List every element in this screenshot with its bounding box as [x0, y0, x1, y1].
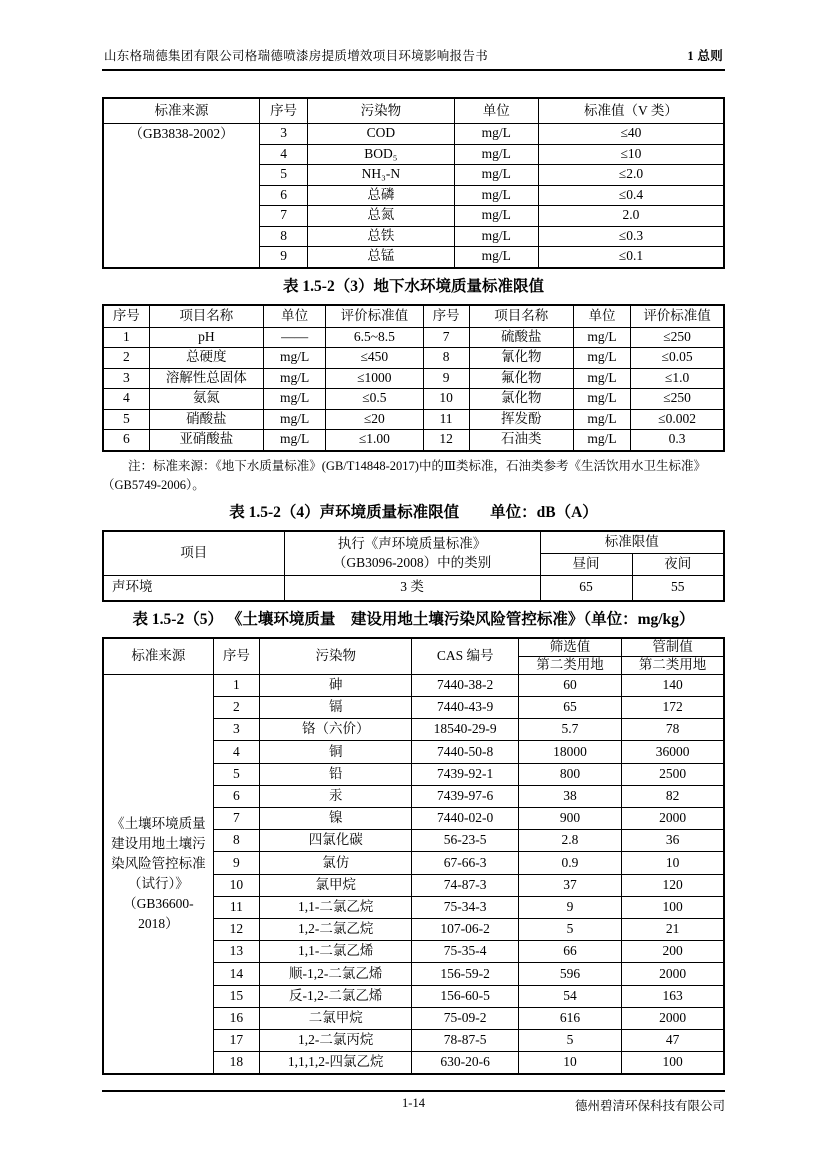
table-cell: 200 — [622, 941, 724, 963]
page-header — [102, 0, 725, 71]
soil-standard-table — [102, 637, 725, 1075]
table-cell: mg/L — [454, 165, 538, 186]
column-header: 序号 — [213, 638, 259, 675]
table-cell: 16 — [213, 1007, 259, 1029]
table-cell: 172 — [622, 697, 724, 719]
table-cell: 5 — [260, 165, 308, 186]
table-cell: 2500 — [622, 763, 724, 785]
table-cell: 36 — [622, 830, 724, 852]
table-cell: 镉 — [259, 697, 411, 719]
table-cell: mg/L — [454, 226, 538, 247]
table-cell: 156-59-2 — [412, 963, 518, 985]
table-cell: 声环境 — [103, 575, 284, 601]
table-cell: 8 — [423, 348, 469, 369]
table-cell: 挥发酚 — [469, 409, 573, 430]
table-cell: 5 — [213, 763, 259, 785]
table-cell: 2.0 — [538, 206, 724, 227]
table-cell: 3 — [213, 719, 259, 741]
table-cell: 74-87-3 — [412, 874, 518, 896]
table-cell: 4 — [260, 144, 308, 165]
table-cell: 铜 — [259, 741, 411, 763]
table-cell: mg/L — [454, 124, 538, 145]
column-header: 污染物 — [259, 638, 411, 675]
table-row — [103, 409, 724, 430]
column-header-day: 昼间 — [540, 553, 632, 575]
table-cell: ≤1.00 — [326, 430, 423, 451]
table-cell: 8 — [260, 226, 308, 247]
table-cell: 总锰 — [308, 247, 454, 268]
table-cell: ≤0.4 — [538, 185, 724, 206]
table-cell: 氟化物 — [469, 368, 573, 389]
table-cell: 7 — [213, 808, 259, 830]
table-row — [103, 124, 724, 145]
table-cell: 800 — [518, 763, 621, 785]
table-cell: 3 — [103, 368, 149, 389]
column-header: 单位 — [573, 305, 630, 328]
table-cell: —— — [264, 327, 326, 348]
table-cell: ≤20 — [326, 409, 423, 430]
column-header: 标准值（V 类） — [538, 98, 724, 124]
table-cell: 亚硝酸盐 — [149, 430, 263, 451]
table-row — [103, 389, 724, 410]
table-cell: 总氮 — [308, 206, 454, 227]
table-cell: 10 — [518, 1052, 621, 1075]
column-header-night: 夜间 — [632, 553, 724, 575]
table-cell: ≤1000 — [326, 368, 423, 389]
column-header: 标准来源 — [103, 98, 260, 124]
table-cell: 60 — [518, 674, 621, 696]
table-cell: NH₃-N — [308, 165, 454, 186]
table-cell: 21 — [622, 918, 724, 940]
table-cell: 二氯甲烷 — [259, 1007, 411, 1029]
table-cell: ≤10 — [538, 144, 724, 165]
table-header-row — [103, 98, 724, 124]
table-cell: 156-60-5 — [412, 985, 518, 1007]
table-cell: 17 — [213, 1029, 259, 1051]
table-cell: ≤250 — [631, 327, 724, 348]
table-cell: 2 — [213, 697, 259, 719]
category-header-line1: 执行《声环境质量标准》 — [337, 536, 487, 552]
table-cell: 四氯化碳 — [259, 830, 411, 852]
table-cell: mg/L — [264, 430, 326, 451]
table-cell: ≤450 — [326, 348, 423, 369]
table-cell: 2 — [103, 348, 149, 369]
table-cell: 3 — [260, 124, 308, 145]
column-header: 项目名称 — [469, 305, 573, 328]
column-header-control: 管制值 — [622, 638, 724, 657]
table-cell: 氯化物 — [469, 389, 573, 410]
table-cell: 1,1,1,2-四氯乙烷 — [259, 1052, 411, 1075]
table-cell: 12 — [213, 918, 259, 940]
table-cell: 120 — [622, 874, 724, 896]
groundwater-standard-table — [102, 304, 725, 452]
table-cell: 石油类 — [469, 430, 573, 451]
page-footer — [102, 1090, 725, 1116]
column-header-screening: 筛选值 — [518, 638, 621, 657]
table-cell: 630-20-6 — [412, 1052, 518, 1075]
table-cell: 溶解性总固体 — [149, 368, 263, 389]
table-cell: 75-34-3 — [412, 896, 518, 918]
table-cell: ≤2.0 — [538, 165, 724, 186]
table-row — [103, 348, 724, 369]
table-cell: 82 — [622, 785, 724, 807]
table-cell: mg/L — [573, 430, 630, 451]
standard-source-cell: （GB3838-2002） — [103, 124, 260, 268]
table-cell: 0.9 — [518, 852, 621, 874]
table-cell: 9 — [423, 368, 469, 389]
table-cell: 66 — [518, 941, 621, 963]
table-cell: 75-35-4 — [412, 941, 518, 963]
table-cell: 6.5~8.5 — [326, 327, 423, 348]
table-cell: BOD₅ — [308, 144, 454, 165]
table-cell: 18000 — [518, 741, 621, 763]
table-cell: 3 类 — [284, 575, 540, 601]
table-cell: 7440-38-2 — [412, 674, 518, 696]
table-cell: 铬（六价） — [259, 719, 411, 741]
table-title-noise: 表 1.5-2（4）声环境质量标准限值 单位：dB（A） — [229, 503, 598, 521]
table-cell: 55 — [632, 575, 724, 601]
table-cell: 100 — [622, 1052, 724, 1075]
table-cell: 总铁 — [308, 226, 454, 247]
column-header-land-class: 第二类用地 — [518, 656, 621, 674]
table-cell: 163 — [622, 985, 724, 1007]
table-cell: 12 — [423, 430, 469, 451]
table-cell: 5.7 — [518, 719, 621, 741]
table-cell: 1,1-二氯乙烯 — [259, 941, 411, 963]
table-cell: 5 — [518, 918, 621, 940]
table-cell: 2000 — [622, 1007, 724, 1029]
table-cell: 2.8 — [518, 830, 621, 852]
table-cell: 5 — [103, 409, 149, 430]
table-cell: 总磷 — [308, 185, 454, 206]
table-cell: mg/L — [573, 348, 630, 369]
table-cell: 2000 — [622, 963, 724, 985]
table-header-row — [103, 531, 724, 554]
table-cell: 75-09-2 — [412, 1007, 518, 1029]
table-cell: 11 — [423, 409, 469, 430]
table-cell: 38 — [518, 785, 621, 807]
table-cell: 37 — [518, 874, 621, 896]
table-cell: 氨氮 — [149, 389, 263, 410]
column-header: 污染物 — [308, 98, 454, 124]
table-cell: 氯甲烷 — [259, 874, 411, 896]
table-cell: 596 — [518, 963, 621, 985]
table-note — [102, 457, 725, 495]
table-cell: 7440-02-0 — [412, 808, 518, 830]
table-cell: mg/L — [454, 247, 538, 268]
column-header — [284, 531, 540, 576]
table-cell: 9 — [518, 896, 621, 918]
column-header: 标准限值 — [540, 531, 724, 554]
table-cell: 硝酸盐 — [149, 409, 263, 430]
table-title-groundwater: 表 1.5-2（3）地下水环境质量标准限值 — [283, 277, 544, 295]
table-cell: 7440-50-8 — [412, 741, 518, 763]
table-title-soil: 表 1.5-2（5） 《土壤环境质量 建设用地土壤污染风险管控标准》（单位：mg/kg） — [132, 610, 695, 628]
standard-source-cell: 《土壤环境质量 建设用地土壤污染风险管控标准（试行）》（GB36600-2018） — [103, 674, 213, 1074]
column-header: 项目名称 — [149, 305, 263, 328]
table-row — [103, 674, 724, 696]
column-header: 序号 — [260, 98, 308, 124]
surface-water-standard-table — [102, 97, 725, 269]
table-cell: 100 — [622, 896, 724, 918]
table-cell: mg/L — [264, 389, 326, 410]
table-row — [103, 430, 724, 451]
table-cell: 107-06-2 — [412, 918, 518, 940]
table-cell: 10 — [423, 389, 469, 410]
column-header: 标准来源 — [103, 638, 213, 675]
chapter-label: 1 总则 — [687, 49, 723, 63]
column-header: 序号 — [423, 305, 469, 328]
table-cell: mg/L — [264, 409, 326, 430]
note-line-1: 注：标准来源：《地下水质量标准》(GB/T14848-2017)中的Ⅲ类标准，石油类参考《生活饮用水卫生标准》 — [128, 458, 707, 473]
table-cell: 140 — [622, 674, 724, 696]
table-cell: 4 — [103, 389, 149, 410]
table-cell: 78-87-5 — [412, 1029, 518, 1051]
table-cell: 10 — [622, 852, 724, 874]
table-cell: mg/L — [573, 368, 630, 389]
table-cell: pH — [149, 327, 263, 348]
report-title: 山东格瑞德集团有限公司格瑞德喷漆房提质增效项目环境影响报告书 — [104, 49, 489, 63]
table-cell: 砷 — [259, 674, 411, 696]
table-cell: ≤0.3 — [538, 226, 724, 247]
table-cell: 14 — [213, 963, 259, 985]
table-row — [103, 575, 724, 601]
table-cell: 铅 — [259, 763, 411, 785]
table-cell: 8 — [213, 830, 259, 852]
table-cell: mg/L — [454, 185, 538, 206]
table-cell: 1,1-二氯乙烷 — [259, 896, 411, 918]
table-cell: 反-1,2-二氯乙烯 — [259, 985, 411, 1007]
table-cell: 36000 — [622, 741, 724, 763]
table-cell: 18 — [213, 1052, 259, 1075]
table-cell: ≤0.05 — [631, 348, 724, 369]
table-cell: 6 — [260, 185, 308, 206]
table-cell: 6 — [213, 785, 259, 807]
column-header: 评价标准值 — [326, 305, 423, 328]
table-cell: 0.3 — [631, 430, 724, 451]
table-cell: ≤1.0 — [631, 368, 724, 389]
table-cell: ≤0.5 — [326, 389, 423, 410]
table-cell: 9 — [213, 852, 259, 874]
table-cell: 15 — [213, 985, 259, 1007]
table-cell: mg/L — [573, 409, 630, 430]
table-cell: ≤0.1 — [538, 247, 724, 268]
table-cell: 氯仿 — [259, 852, 411, 874]
table-cell: 顺-1,2-二氯乙烯 — [259, 963, 411, 985]
table-cell: 7439-97-6 — [412, 785, 518, 807]
table-cell: 氰化物 — [469, 348, 573, 369]
table-cell: 65 — [540, 575, 632, 601]
table-cell: mg/L — [573, 327, 630, 348]
table-cell: 6 — [103, 430, 149, 451]
table-cell: 47 — [622, 1029, 724, 1051]
column-header-land-class: 第二类用地 — [622, 656, 724, 674]
table-cell: 7439-92-1 — [412, 763, 518, 785]
table-cell: 1 — [103, 327, 149, 348]
table-cell: ≤40 — [538, 124, 724, 145]
table-cell: ≤250 — [631, 389, 724, 410]
table-cell: 总硬度 — [149, 348, 263, 369]
table-cell: mg/L — [264, 348, 326, 369]
table-cell: 汞 — [259, 785, 411, 807]
table-cell: 65 — [518, 697, 621, 719]
table-cell: 11 — [213, 896, 259, 918]
category-header-line2: （GB3096-2008）中的类别 — [332, 555, 492, 571]
column-header: 单位 — [264, 305, 326, 328]
column-header: 项目 — [103, 531, 284, 576]
table-cell: ≤0.002 — [631, 409, 724, 430]
table-cell: 1 — [213, 674, 259, 696]
table-cell: 900 — [518, 808, 621, 830]
table-cell: 616 — [518, 1007, 621, 1029]
column-header: CAS 编号 — [412, 638, 518, 675]
table-cell: 56-23-5 — [412, 830, 518, 852]
table-cell: 7 — [260, 206, 308, 227]
table-cell: 9 — [260, 247, 308, 268]
table-cell: 1,2-二氯乙烷 — [259, 918, 411, 940]
column-header: 评价标准值 — [631, 305, 724, 328]
table-cell: 1,2-二氯丙烷 — [259, 1029, 411, 1051]
table-header-row — [103, 638, 724, 657]
table-row — [103, 368, 724, 389]
table-cell: mg/L — [454, 206, 538, 227]
table-cell: 10 — [213, 874, 259, 896]
note-line-2: （GB5749-2006）。 — [102, 477, 205, 492]
footer-company: 德州碧清环保科技有限公司 — [574, 1099, 725, 1113]
table-cell: mg/L — [264, 368, 326, 389]
table-header-row — [103, 305, 724, 328]
column-header: 序号 — [103, 305, 149, 328]
table-cell: COD — [308, 124, 454, 145]
table-cell: 18540-29-9 — [412, 719, 518, 741]
page-number: 1-14 — [402, 1096, 425, 1110]
table-cell: mg/L — [454, 144, 538, 165]
table-cell: 7440-43-9 — [412, 697, 518, 719]
table-cell: 5 — [518, 1029, 621, 1051]
table-cell: 13 — [213, 941, 259, 963]
table-cell: 78 — [622, 719, 724, 741]
noise-standard-table — [102, 530, 725, 602]
table-cell: mg/L — [573, 389, 630, 410]
table-row — [103, 327, 724, 348]
table-cell: 硫酸盐 — [469, 327, 573, 348]
column-header: 单位 — [454, 98, 538, 124]
table-cell: 4 — [213, 741, 259, 763]
table-cell: 7 — [423, 327, 469, 348]
table-cell: 镍 — [259, 808, 411, 830]
table-cell: 67-66-3 — [412, 852, 518, 874]
table-cell: 54 — [518, 985, 621, 1007]
table-cell: 2000 — [622, 808, 724, 830]
